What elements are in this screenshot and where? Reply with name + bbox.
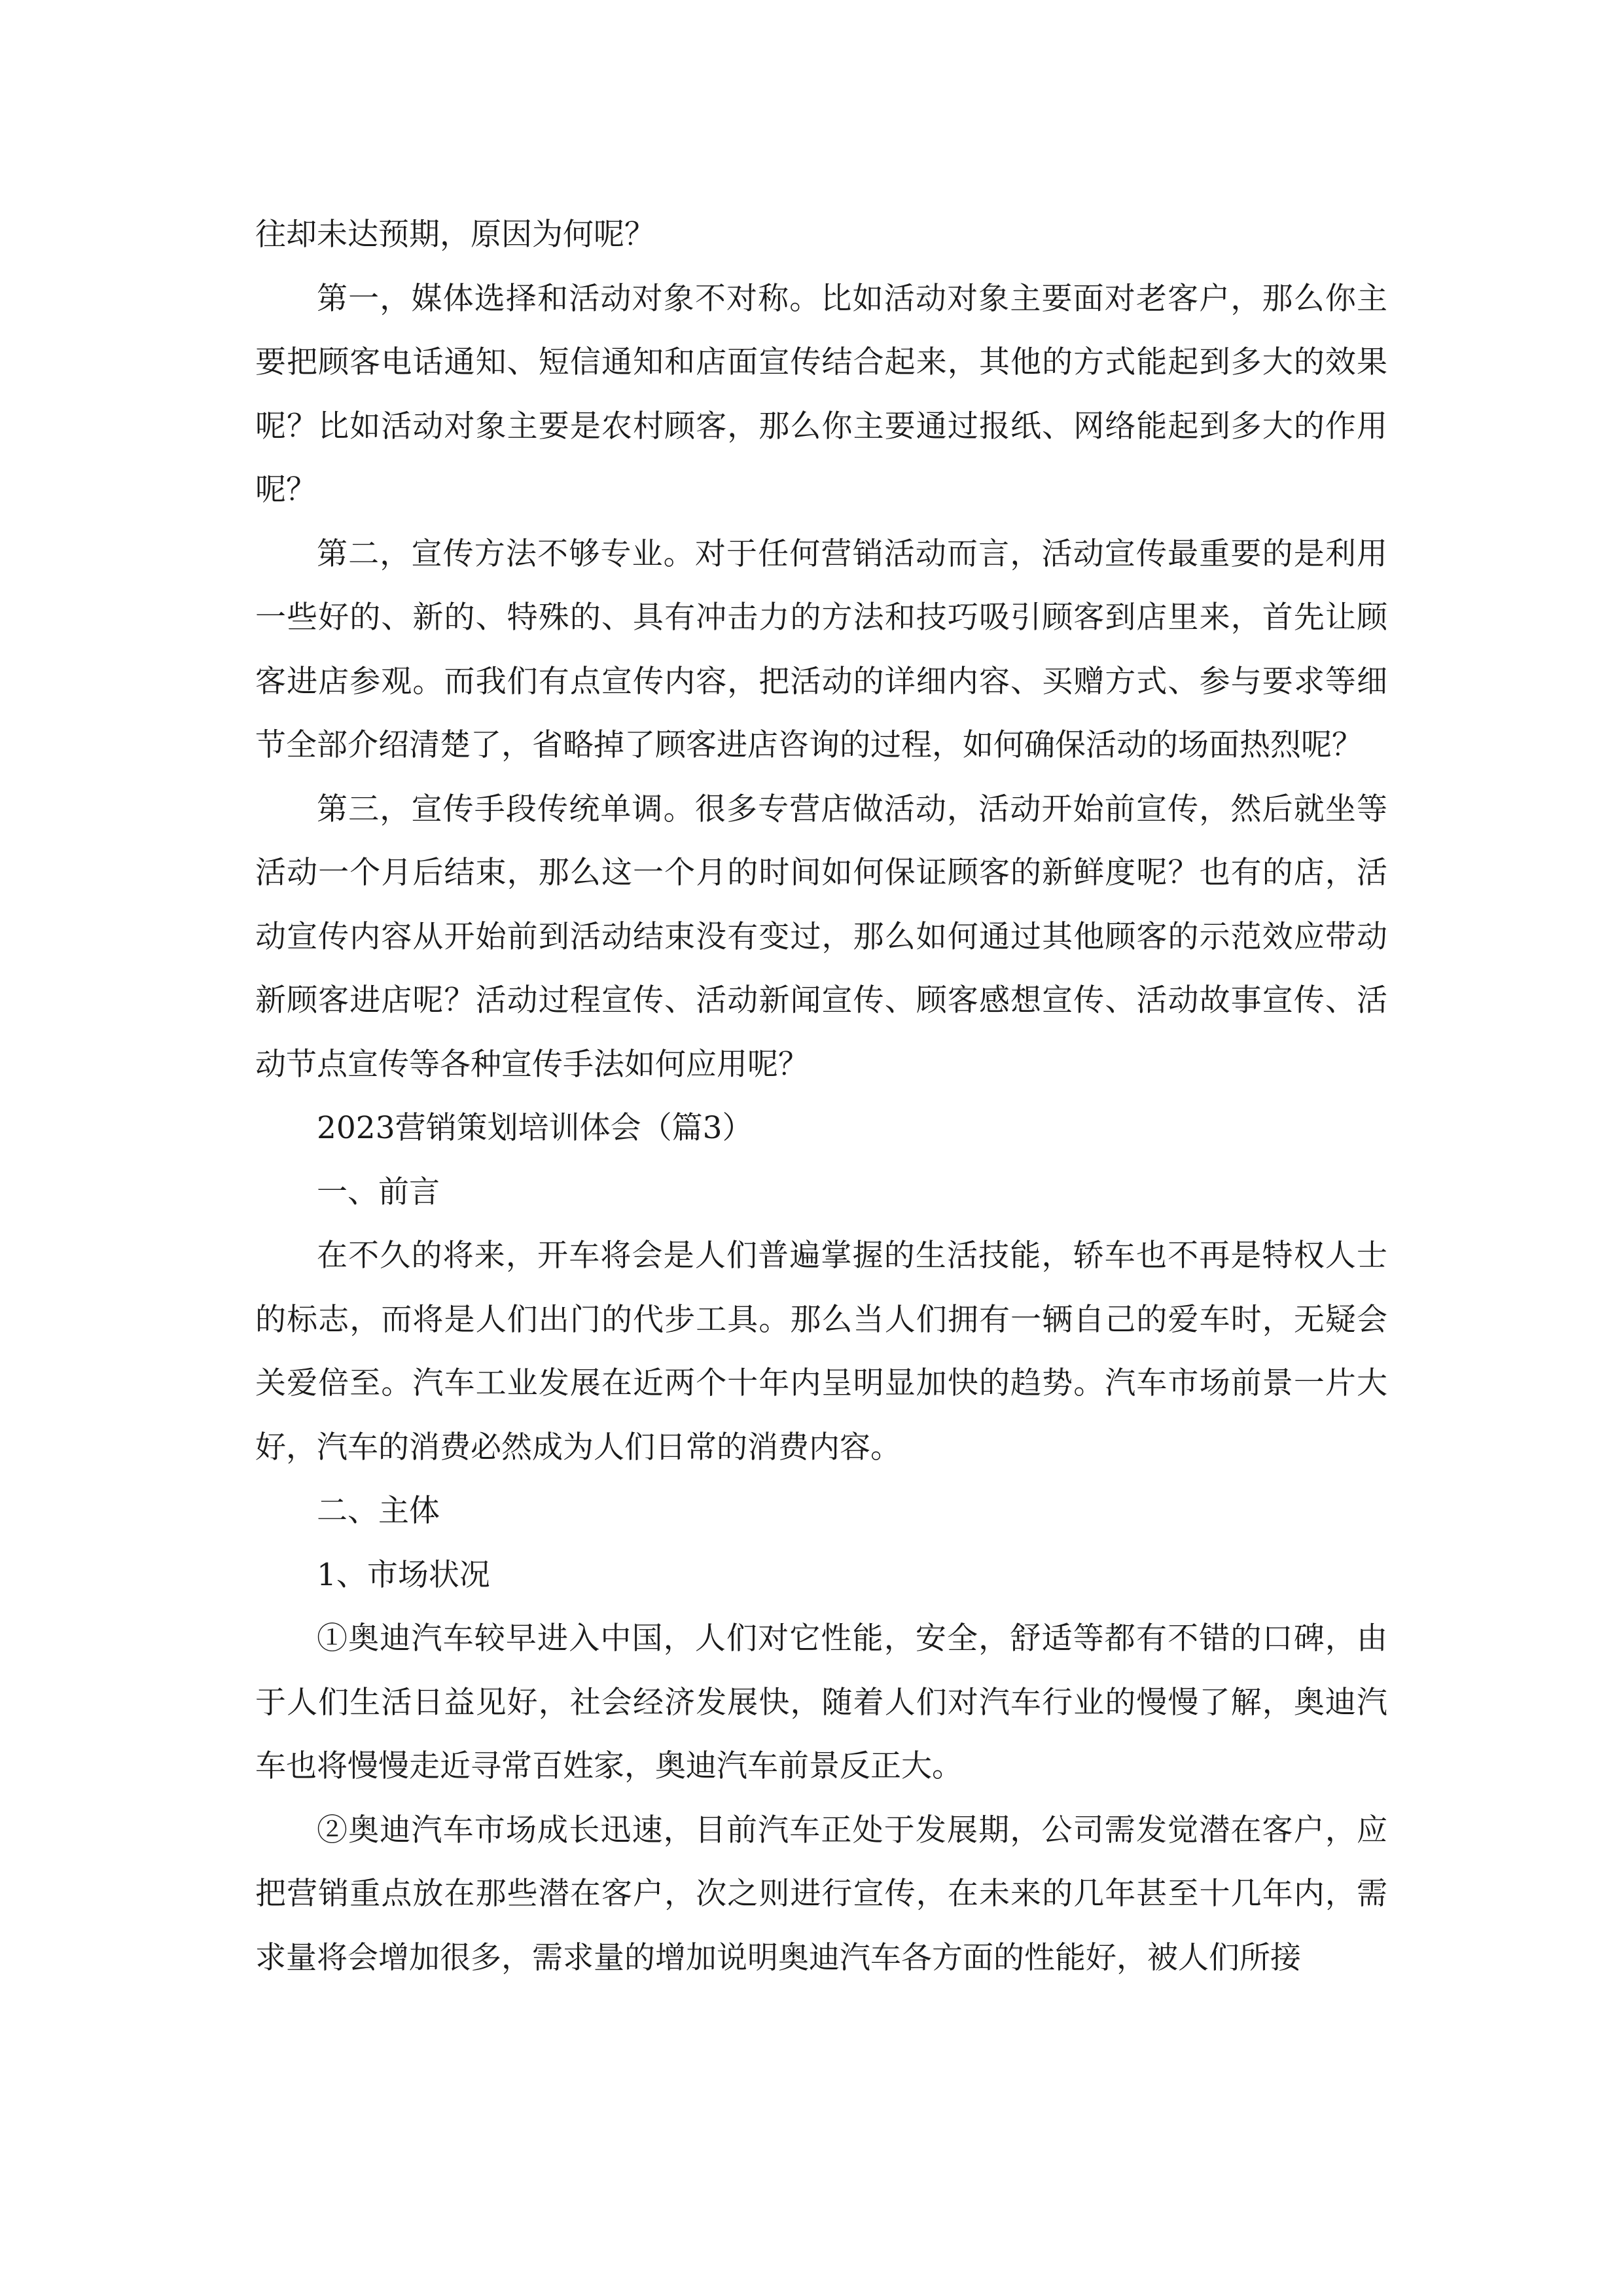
paragraph-first-point: 第一，媒体选择和活动对象不对称。比如活动对象主要面对老客户，那么你主要把顾客电话通知、短信通知和店面宣传结合起来，其他的方式能起到多大的效果呢？比如活动对象主要是农村顾客，那么你主要通过报纸、网络能起到多大的作用呢？: [255, 280, 1387, 508]
paragraph-third-point: 第三，宣传手段传统单调。很多专营店做活动，活动开始前宣传，然后就坐等活动一个月后结束，那么这一个月的时间如何保证顾客的新鲜度呢？也有的店，活动宣传内容从开始前到活动结束没有变过，那么如何通过其他顾客的示范效应带动新顾客进店呢？活动过程宣传、活动新闻宣传、顾客感想宣传、活动故事宣传、活动节点宣传等各种宣传手法如何应用呢？: [255, 791, 1387, 1083]
paragraph-market-point-1: ①奥迪汽车较早进入中国，人们对它性能，安全，舒适等都有不错的口碑，由于人们生活日益见好，社会经济发展快，随着人们对汽车行业的慢慢了解，奥迪汽车也将慢慢走近寻常百姓家，奥迪汽车前景反正大。: [255, 1621, 1387, 1784]
paragraph-market-point-2: ②奥迪汽车市场成长迅速，目前汽车正处于发展期，公司需发觉潜在客户，应把营销重点放在那些潜在客户，次之则进行宣传，在未来的几年甚至十几年内，需求量将会增加很多，需求量的增加说明奥迪汽车各方面的性能好，被人们所接: [255, 1812, 1387, 1976]
paragraph-preface: 在不久的将来，开车将会是人们普遍掌握的生活技能，轿车也不再是特权人士的标志，而将是人们出门的代步工具。那么当人们拥有一辆自己的爱车时，无疑会关爱倍至。汽车工业发展在近两个十年内呈明显加快的趋势。汽车市场前景一片大好，汽车的消费必然成为人们日常的消费内容。: [255, 1238, 1387, 1465]
paragraph-continuation: 往却未达预期，原因为何呢？: [255, 217, 655, 253]
heading-main-body: 二、主体: [317, 1493, 440, 1529]
section-title: 2023营销策划培训体会（篇3）: [317, 1110, 753, 1146]
heading-preface: 一、前言: [317, 1174, 440, 1210]
heading-market-status: 1、市场状况: [317, 1556, 490, 1593]
document-body: [255, 203, 1387, 1990]
paragraph-second-point: 第二，宣传方法不够专业。对于任何营销活动而言，活动宣传最重要的是利用一些好的、新的、特殊的、具有冲击力的方法和技巧吸引顾客到店里来，首先让顾客进店参观。而我们有点宣传内容，把活动的详细内容、买赠方式、参与要求等细节全部介绍清楚了，省略掉了顾客进店咨询的过程，如何确保活动的场面热烈呢？: [255, 535, 1387, 763]
